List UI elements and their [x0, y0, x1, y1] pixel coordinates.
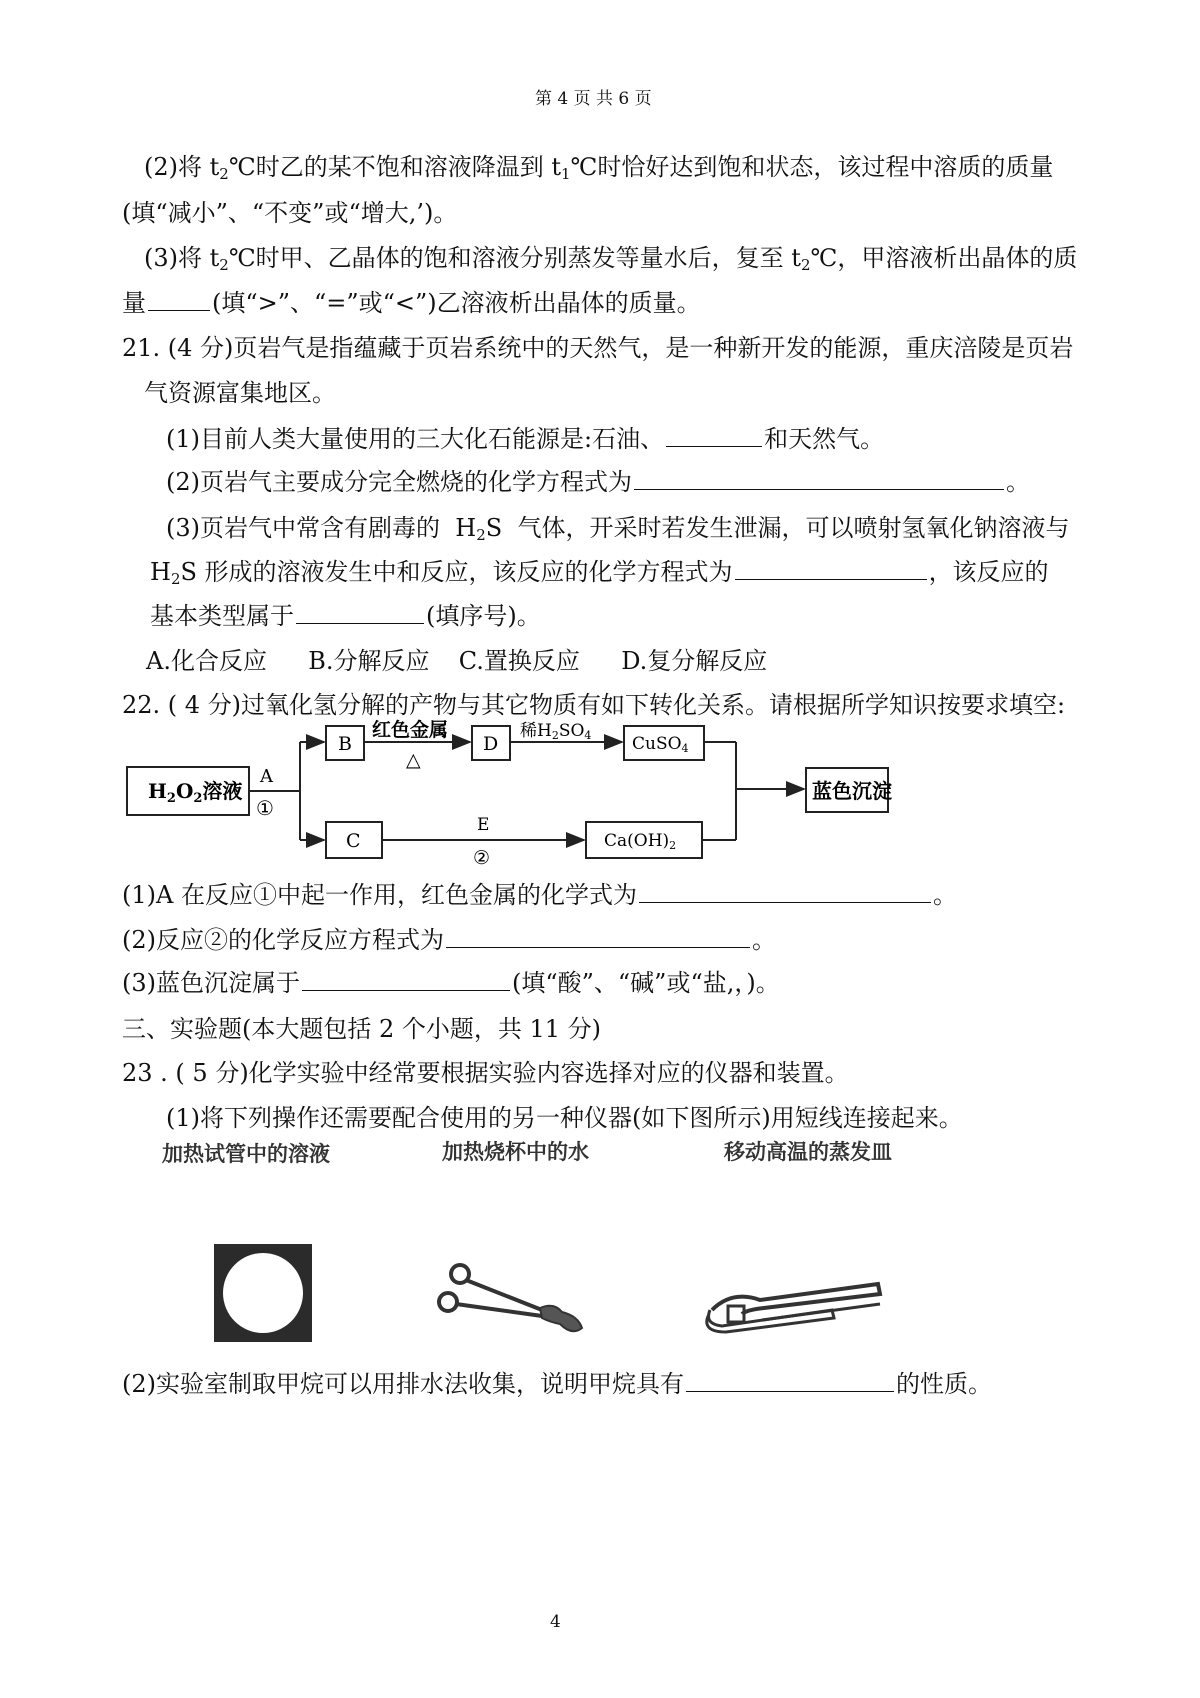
crucible-tongs-image[interactable]	[432, 1258, 592, 1348]
q21-part3-line3: 基本类型属于 (填序号)。	[150, 602, 541, 630]
q21-part3-line1: (3)页岩气中常含有剧毒的 $H_2S$ 气体，开采时若发生泄漏，可以喷射氢氧化钠溶液与	[166, 514, 1070, 544]
arrow-b-d-label: 红色金属	[372, 719, 449, 741]
q21-part1-blank[interactable]	[666, 424, 762, 447]
q22-part1: (1)A 在反应①中起一作用，红色金属的化学式为 。	[122, 881, 957, 909]
q21-part1: (1)目前人类大量使用的三大化石能源是:石油、 和天然气。	[166, 425, 885, 453]
q20-part2-t2: $t_2$	[209, 153, 229, 183]
q23-part2: (2)实验室制取甲烷可以用排水法收集，说明甲烷具有 的性质。	[122, 1370, 992, 1398]
q21-stem-line2: 气资源富集地区。	[144, 379, 336, 407]
q21-part3-line2: $H_2S$ 形成的溶液发生中和反应，该反应的化学方程式为 ，该反应的	[150, 558, 1049, 588]
q22-part2-blank[interactable]	[446, 925, 750, 948]
q21-option-a: A.化合反应	[146, 647, 267, 675]
q23-label-heat-test-tube: 加热试管中的溶液	[162, 1142, 330, 1166]
q20-part2-text-c: ℃时恰好达到饱和状态，该过程中溶质的质量	[570, 153, 1054, 181]
q20-part2-t1: $t_1$	[551, 153, 571, 183]
q22-part1-blank[interactable]	[639, 880, 931, 903]
q21-options	[146, 646, 767, 676]
node-c-label: C	[346, 830, 361, 852]
section-3-title: 三、实验题(本大题包括 2 个小题，共 11 分)	[122, 1015, 602, 1043]
q21-option-c: C.置换反应	[458, 647, 580, 675]
q22-part3: (3)蓝色沉淀属于 (填“酸”、“碱”或“盐,，)。	[122, 969, 780, 997]
q22-part2: (2)反应②的化学反应方程式为 。	[122, 926, 776, 954]
q21-part3-type-blank[interactable]	[296, 601, 424, 624]
q20-part2-line2: (填“减小”、“不变”或“增大,’)。	[122, 199, 458, 227]
q23-stem: 23 . ( 5 分)化学实验中经常要根据实验内容选择对应的仪器和装置。	[122, 1059, 849, 1087]
arrow-a-number: ①	[256, 796, 274, 820]
arrow-c-caoh2-label: E	[477, 815, 490, 835]
q21-option-b: B.分解反应	[308, 647, 430, 675]
arrow-c-caoh2-number: ②	[473, 847, 491, 869]
test-tube-holder-image[interactable]	[702, 1280, 886, 1336]
q21-part2: (2)页岩气主要成分完全燃烧的化学方程式为 。	[166, 468, 1030, 496]
node-d-label: D	[483, 733, 499, 755]
q20-part2-text-b: ℃时乙的某不饱和溶液降温到	[228, 153, 544, 181]
q23-part2-blank[interactable]	[686, 1369, 894, 1392]
node-b-label: B	[338, 733, 352, 755]
q20-part3-line2: 量 (填“>”、“=”或“<”)乙溶液析出晶体的质量。	[122, 289, 701, 317]
node-h2o2-label: $H_2O_2$溶液	[148, 779, 243, 806]
asbestos-gauze-image[interactable]	[214, 1244, 312, 1342]
node-final-label: 蓝色沉淀	[812, 779, 892, 803]
arrow-b-d-condition: △	[406, 749, 421, 771]
q21-part2-blank[interactable]	[634, 467, 1004, 490]
q23-label-move-evaporating-dish: 移动高温的蒸发皿	[724, 1140, 892, 1164]
q22-flow-diagram	[110, 712, 910, 872]
q20-part2-line1	[144, 152, 1053, 182]
arrow-d-cuso4-label: 稀H2SO4	[520, 721, 592, 742]
q20-part3-blank[interactable]	[148, 288, 210, 311]
q21-part3-equation-blank[interactable]	[735, 557, 927, 580]
node-cuso4-label: CuSO4	[632, 734, 689, 755]
page-header: 第 4 页 共 6 页	[535, 89, 652, 109]
q20-part3-line1: (3)将 $t_2℃$时甲、乙晶体的饱和溶液分别蒸发等量水后，复至 $t_2℃$，甲溶液析出晶体的质	[144, 244, 1078, 274]
q23-part1: (1)将下列操作还需要配合使用的另一种仪器(如下图所示)用短线连接起来。	[166, 1104, 963, 1132]
q22-stem: 22. ( 4 分)过氧化氢分解的产物与其它物质有如下转化关系。请根据所学知识按要求填空:	[122, 691, 1066, 719]
q20-part2-text-a: (2)将	[144, 153, 202, 181]
q21-option-d: D.复分解反应	[621, 647, 768, 675]
q23-label-heat-beaker: 加热烧杯中的水	[442, 1140, 589, 1164]
arrow-a-label: A	[260, 766, 273, 787]
q21-stem-line1: 21. (4 分)页岩气是指蕴藏于页岩系统中的天然气，是一种新开发的能源，重庆涪陵是页岩	[122, 334, 1074, 362]
node-caoh2-label: Ca(OH)2	[604, 831, 677, 852]
page-number: 4	[550, 1612, 561, 1632]
q22-part3-blank[interactable]	[302, 968, 510, 991]
